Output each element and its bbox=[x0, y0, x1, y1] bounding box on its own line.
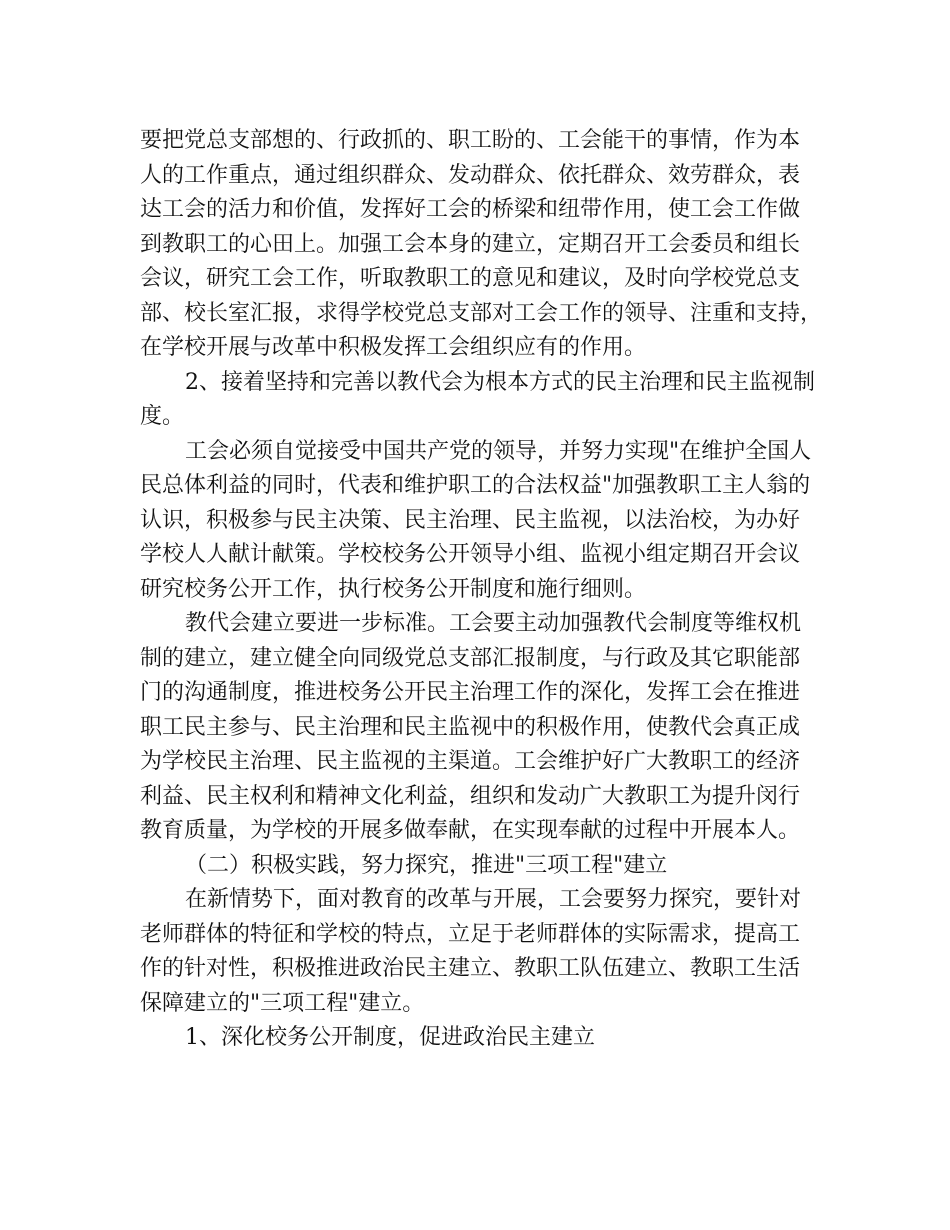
text-line: 保障建立的"三项工程"建立。 bbox=[140, 990, 425, 1016]
text-line: 学校人人献计献策。学校校务公开领导小组、监视小组定期召开会议 bbox=[140, 542, 801, 567]
paragraph-start: 教代会建立要进一步标准。工会要主动加强教代会制度等维权机 bbox=[185, 611, 802, 636]
text-line: 在学校开展与改革中积极发挥工会组织应有的作用。 bbox=[140, 335, 647, 360]
text-line: 门的沟通制度，推进校务公开民主治理工作的深化，发挥工会在推进 bbox=[140, 680, 801, 705]
text-line: 会议，研究工会工作，听取教职工的意见和建议，及时向学校党总支 bbox=[140, 266, 801, 291]
text-line: 教育质量，为学校的开展多做奉献，在实现奉献的过程中开展本人。 bbox=[140, 818, 801, 843]
text-line: 要把党总支部想的、行政抓的、职工盼的、工会能干的事情，作为本 bbox=[140, 128, 801, 153]
text-line: 人的工作重点，通过组织群众、发动群众、依托群众、效劳群众，表 bbox=[140, 162, 801, 188]
text-line: 到教职工的心田上。加强工会本身的建立，定期召开工会委员和组长 bbox=[140, 231, 801, 257]
document-page bbox=[140, 124, 826, 1056]
text-line: 认识，积极参与民主决策、民主治理、民主监视，以法治校，为办好 bbox=[140, 507, 801, 533]
section-heading: 2、接着坚持和完善以教代会为根本方式的民主治理和民主监视制 bbox=[185, 369, 815, 395]
text-line: 研究校务公开工作，执行校务公开制度和施行细则。 bbox=[140, 576, 647, 602]
text-line: 达工会的活力和价值，发挥好工会的桥梁和纽带作用，使工会工作做 bbox=[140, 197, 801, 222]
section-heading: 1、深化校务公开制度，促进政治民主建立 bbox=[185, 1025, 595, 1050]
text-line: 部、校长室汇报，求得学校党总支部对工会工作的领导、注重和支持， bbox=[140, 300, 823, 326]
section-heading: （二）积极实践，努力探究，推进"三项工程"建立 bbox=[185, 852, 668, 878]
paragraph-start: 工会必须自觉接受中国共产党的领导，并努力实现"在维护全国人 bbox=[185, 438, 812, 464]
text-line: 作的针对性，积极推进政治民主建立、教职工队伍建立、教职工生活 bbox=[140, 956, 801, 981]
text-line: 制的建立，建立健全向同级党总支部汇报制度，与行政及其它职能部 bbox=[140, 645, 801, 671]
text-line: 度。 bbox=[140, 404, 185, 429]
paragraph-start: 在新情势下，面对教育的改革与开展，工会要努力探究，要针对 bbox=[185, 887, 802, 912]
text-line: 为学校民主治理、民主监视的主渠道。工会维护好广大教职工的经济 bbox=[140, 749, 801, 774]
text-line: 利益、民主权利和精神文化利益，组织和发动广大教职工为提升闵行 bbox=[140, 783, 801, 809]
text-line: 职工民主参与、民主治理和民主监视中的积极作用，使教代会真正成 bbox=[140, 714, 801, 740]
text-line: 民总体利益的同时，代表和维护职工的合法权益"加强教职工主人翁的 bbox=[140, 473, 811, 498]
text-line: 老师群体的特征和学校的特点，立足于老师群体的实际需求，提高工 bbox=[140, 921, 801, 947]
